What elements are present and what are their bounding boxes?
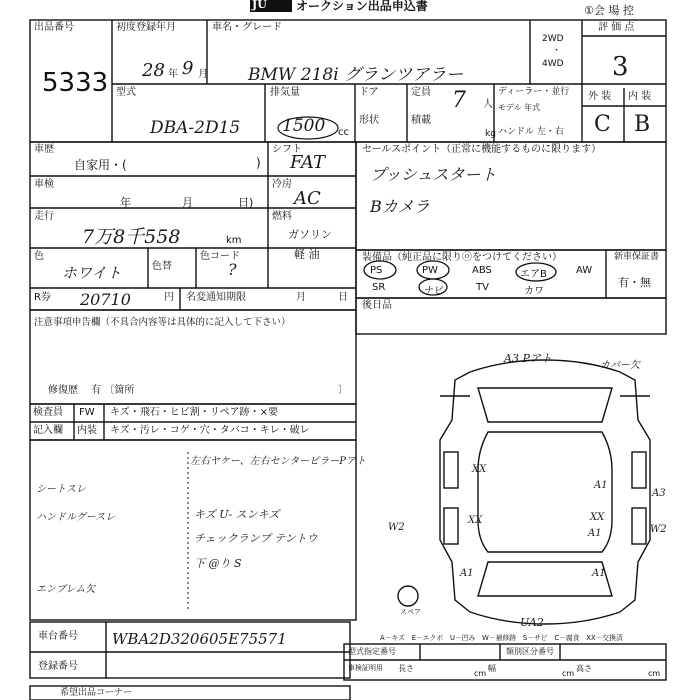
shift-value: FAT — [290, 152, 325, 173]
inspection-month: 月 — [182, 196, 193, 209]
ac-label: 冷房 — [272, 179, 292, 190]
mark-w2-left: W2 — [388, 522, 405, 533]
int-row: キズ・汚レ・コゲ・穴・タバコ・キレ・破レ — [110, 425, 310, 436]
entry-label: 記入欄 — [33, 425, 63, 436]
inspector-note-2: シートスレ — [36, 484, 86, 495]
equip-abs: ABS — [472, 265, 492, 276]
model-year-label: モデル 年式 — [498, 103, 541, 112]
model-value: BMW 218i グランツアラー — [248, 65, 464, 85]
salespoint-1: プッシュスタート — [370, 165, 497, 184]
first-reg-label: 初度登録年月 — [116, 22, 176, 33]
mark-left-xx-2: XX — [468, 515, 483, 526]
displacement-label: 排気量 — [270, 87, 300, 98]
chassis-label: 車台番号 — [38, 631, 78, 642]
warranty-value: 有・無 — [618, 276, 651, 289]
mark-a1-right-lower: A1 — [592, 568, 606, 579]
mark-w2-right: W2 — [650, 524, 667, 535]
color-value: ホワイト — [62, 264, 122, 282]
type-label: 型式 — [116, 87, 136, 98]
inspector-note-1: 左右ヤケー、左右センターピラーPアト — [190, 456, 366, 467]
mileage-unit: km — [226, 235, 242, 246]
mark-top-right: カバー欠 — [600, 360, 640, 371]
shift-label: シフト — [272, 144, 302, 155]
displacement-value: 1500 — [282, 116, 326, 136]
ext-value: C — [594, 112, 611, 137]
damage-legend: A－キズ E－エクボ U－凹み W－補修跡 S－サビ C－腐食 XX－交換済 — [380, 634, 623, 642]
int-value: B — [634, 112, 651, 137]
equip-sr: SR — [372, 282, 386, 293]
mark-a1-right-upper: A1 — [594, 480, 608, 491]
displacement-unit: cc — [338, 127, 349, 138]
color-label: 色 — [34, 251, 44, 262]
length-unit: cm — [474, 669, 487, 678]
venue-copy: ①会 場 控 — [584, 4, 634, 17]
inspector-note-3: ハンドルグースレ — [36, 512, 116, 523]
repair-label: 修復歴 有 〔箇所 — [48, 385, 135, 396]
equip-ps: PS — [370, 265, 383, 276]
type-value: DBA-2D15 — [150, 118, 241, 138]
fuel-diesel: 軽 油 — [294, 248, 320, 261]
handle-label: ハンドル 左・右 — [498, 127, 564, 137]
first-reg-month: 9 — [182, 58, 194, 79]
mark-a3-right: A3 — [652, 488, 666, 499]
name-change-day: 日 — [338, 292, 348, 303]
later-label: 後日品 — [362, 300, 392, 311]
month-unit: 月 — [198, 69, 208, 80]
door-label: ドア — [359, 87, 379, 98]
reg-cert-label: 車検証明用 — [348, 664, 383, 672]
model-code-label: 型式指定番号 — [348, 647, 396, 656]
mileage-label: 走行 — [34, 211, 54, 222]
recycle-unit: 円 — [164, 292, 174, 303]
drive-dot: ・ — [552, 46, 562, 56]
mark-top: A3 Pアト — [504, 352, 552, 365]
car-diagram — [398, 360, 650, 624]
inspector-note-6: 下 @り S — [194, 557, 242, 570]
capacity-unit: 人 — [483, 99, 493, 110]
repair-close: 〕 — [338, 385, 348, 396]
notes-label: 注意事項申告欄（不具合内容等は具体的に記入して下さい） — [34, 317, 291, 328]
capacity-value: 7 — [452, 88, 466, 113]
use-label: 車歴 — [34, 144, 54, 155]
fuel-gas: ガソリン — [288, 228, 332, 241]
mileage-value: 7万8千558 — [82, 226, 181, 248]
mark-left-xx-1: XX — [472, 464, 487, 475]
lot-no-label: 出品番号 — [34, 22, 74, 33]
lot-no: 5333 — [42, 68, 109, 98]
grade-label: 評 価 点 — [598, 22, 635, 33]
load-label: 積載 — [411, 115, 431, 126]
equip-tv: TV — [476, 282, 489, 293]
width-label: 幅 — [488, 664, 496, 673]
height-label: 高さ — [576, 664, 592, 673]
footer-corner: 希望出品コーナー — [60, 688, 133, 698]
use-close: ) — [256, 156, 261, 170]
capacity-label: 定員 — [411, 87, 431, 98]
equipment-label: 装備品（純正品に限りⓞをつけてください） — [362, 252, 562, 263]
spare-label: スペア — [400, 608, 421, 616]
int-label: 内 装 — [628, 91, 652, 102]
inspection-label: 車検 — [34, 179, 54, 190]
recycle-value: 20710 — [80, 290, 131, 309]
color-change-label: 色替 — [152, 261, 172, 272]
chassis-value: WBA2D320605E75571 — [112, 630, 287, 648]
height-unit: cm — [648, 669, 661, 678]
mark-a1-right-mid: A1 — [588, 528, 602, 539]
ac-value: AC — [294, 188, 321, 209]
logo-text: JU — [252, 0, 267, 11]
class-label: 類別区分番号 — [506, 647, 554, 656]
equip-airbag: エアB — [520, 269, 547, 280]
recycle-label: R券 — [34, 292, 51, 303]
salespoint-label: セールスポイント（正常に機能するものに限ります） — [362, 144, 602, 155]
length-label: 長さ — [398, 664, 414, 673]
equip-pw: PW — [422, 265, 438, 276]
form-title: オークション出品申込書 — [296, 0, 428, 13]
shape-label: 形状 — [359, 115, 379, 126]
drive-2wd: 2WD — [542, 34, 564, 44]
color-code-value: ? — [228, 260, 237, 279]
first-reg-year: 28 — [142, 60, 165, 81]
width-unit: cm — [562, 669, 575, 678]
load-unit: kg — [485, 129, 496, 139]
equip-navi: ナビ — [424, 286, 444, 297]
warranty-label: 新車保証書 — [614, 252, 660, 262]
inspector-note-4: キズ U- スンキズ — [194, 508, 280, 521]
fw-row: キズ・飛石・ヒビ割・リペア跡・×要 — [110, 407, 278, 418]
equip-leather: カワ — [524, 286, 544, 297]
reg-label: 登録番号 — [38, 661, 78, 672]
inspector-label: 検査員 — [33, 407, 63, 418]
color-code-label: 色コード — [200, 251, 240, 262]
inspector-note-5: チェックランプ テントウ — [194, 532, 318, 545]
grade-value: 3 — [612, 52, 629, 82]
drive-4wd: 4WD — [542, 59, 564, 69]
year-unit: 年 — [168, 69, 178, 80]
use-value: 自家用・( — [74, 158, 127, 172]
name-change-month: 月 — [296, 292, 306, 303]
int-short-label: 内装 — [77, 425, 97, 436]
mark-a1-left-lower: A1 — [460, 568, 474, 579]
salespoint-2: Bカメラ — [370, 197, 430, 216]
equip-aw: AW — [576, 265, 593, 276]
name-change-label: 名変通知期限 — [186, 292, 246, 303]
inspection-year: 年 — [120, 196, 131, 209]
ext-label: 外 装 — [588, 91, 612, 102]
fw-label: FW — [79, 407, 95, 418]
inspector-note-7: エンブレム欠 — [36, 584, 96, 595]
mark-bottom: UA2 — [520, 616, 544, 629]
fuel-label: 燃料 — [272, 211, 292, 222]
model-label: 車名・グレード — [212, 22, 282, 33]
mark-right-xx: XX — [590, 512, 605, 523]
dealer-label: ディーラー・並行 — [498, 87, 570, 97]
inspection-day: 日) — [238, 196, 254, 209]
